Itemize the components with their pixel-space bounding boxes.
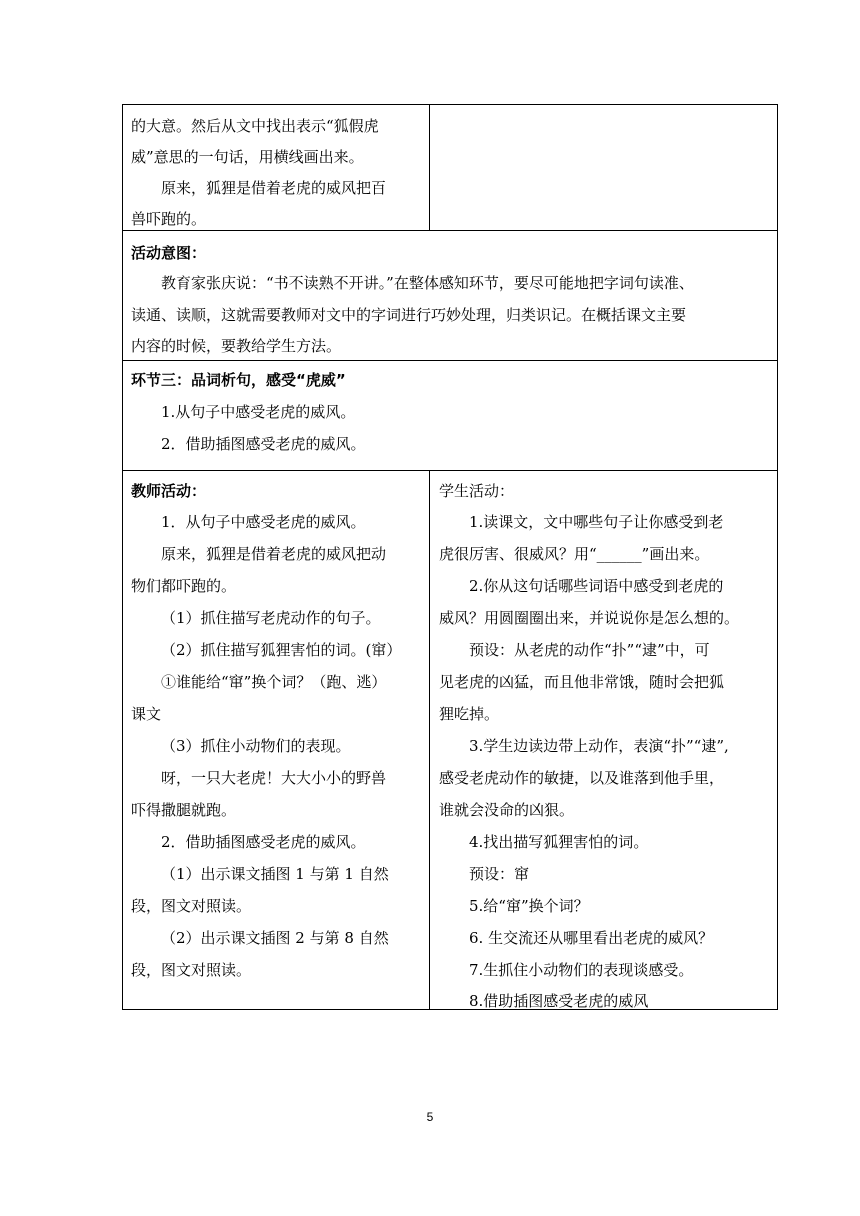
teacher-line: 1．从句子中感受老虎的威风。 [161, 513, 366, 531]
table-border-bottom [122, 1009, 778, 1010]
intent-line: 教育家张庆说：“书不读熟不开讲。”在整体感知环节，要尽可能地把字词句读准、 [161, 274, 694, 292]
student-line: 1.读课文，文中哪些句子让你感受到老 [469, 513, 724, 531]
student-line: 感受老虎动作的敏捷，以及谁落到他手里， [439, 769, 725, 787]
row-divider [122, 360, 778, 361]
teacher-line: （2）出示课文插图 2 与第 8 自然 [161, 929, 389, 947]
teacher-line: 吓得撒腿就跑。 [131, 801, 237, 819]
page-number: 5 [426, 1110, 434, 1124]
student-line: 2.你从这句话哪些词语中感受到老虎的 [469, 577, 724, 595]
student-line: 狸吃掉。 [439, 705, 500, 723]
student-line: 7.生抓住小动物们的表现谈感受。 [469, 961, 694, 979]
step3-item: 1.从句子中感受老虎的威风。 [161, 403, 356, 421]
student-line: 预设：从老虎的动作“扑”“逮”中，可 [469, 641, 710, 659]
teacher-line: 物们都吓跑的。 [131, 577, 237, 595]
student-line: 谁就会没命的凶狠。 [439, 801, 575, 819]
table-border-top [122, 104, 778, 105]
student-line: 见老虎的凶猛，而且他非常饿，随时会把狐 [439, 673, 725, 691]
row-divider [122, 230, 778, 231]
table-border-right [777, 104, 778, 1010]
student-line: 预设：窜 [469, 865, 530, 883]
teacher-line: ①谁能给“窜”换个词？（跑、逃） [161, 673, 387, 691]
column-divider [429, 104, 430, 230]
teacher-line: 段，图文对照读。 [131, 961, 252, 979]
row-divider [122, 470, 778, 471]
teacher-line: 课文 [131, 705, 162, 723]
intent-line: 读通、读顺，这就需要教师对文中的字词进行巧妙处理，归类识记。在概括课文主要 [131, 306, 687, 324]
section1-line: 兽吓跑的。 [131, 210, 207, 228]
step3-heading: 环节三：品词析句，感受“虎威” [131, 371, 346, 389]
table-border-left [122, 104, 123, 1010]
intent-line: 内容的时候，要教给学生方法。 [131, 337, 342, 355]
student-line: 威风？用圆圈圈出来，并说说你是怎么想的。 [439, 609, 740, 627]
teacher-line: （3）抓住小动物们的表现。 [161, 737, 351, 755]
section1-line: 威”意思的一句话，用横线画出来。 [131, 148, 364, 166]
student-line: 虎很厉害、很威风？用“______”画出来。 [439, 545, 710, 563]
student-line: 6. 生交流还从哪里看出老虎的威风？ [469, 929, 714, 947]
student-line: 3.学生边读边带上动作，表演“扑”“逮”, [469, 737, 729, 755]
column-divider [429, 470, 430, 1010]
student-line: 4.找出描写狐狸害怕的词。 [469, 833, 649, 851]
student-line: 5.给“窜”换个词？ [469, 897, 589, 915]
teacher-line: （1）出示课文插图 1 与第 1 自然 [161, 865, 389, 883]
section1-line: 原来，狐狸是借着老虎的威风把百 [161, 179, 387, 197]
teacher-line: （2）抓住描写狐狸害怕的词。(窜） [161, 641, 402, 659]
student-heading: 学生活动： [439, 482, 515, 500]
teacher-line: 原来，狐狸是借着老虎的威风把动 [161, 545, 387, 563]
teacher-line: 段，图文对照读。 [131, 897, 252, 915]
teacher-line: 2．借助插图感受老虎的威风。 [161, 833, 366, 851]
student-line: 8.借助插图感受老虎的威风 [469, 992, 649, 1010]
section1-line: 的大意。然后从文中找出表示“狐假虎 [131, 117, 379, 135]
teacher-line: （1）抓住描写老虎动作的句子。 [161, 609, 381, 627]
teacher-line: 呀，一只大老虎！大大小小的野兽 [161, 769, 387, 787]
teacher-heading: 教师活动： [131, 482, 207, 500]
intent-heading: 活动意图： [131, 244, 207, 262]
step3-item: 2．借助插图感受老虎的威风。 [161, 435, 366, 453]
